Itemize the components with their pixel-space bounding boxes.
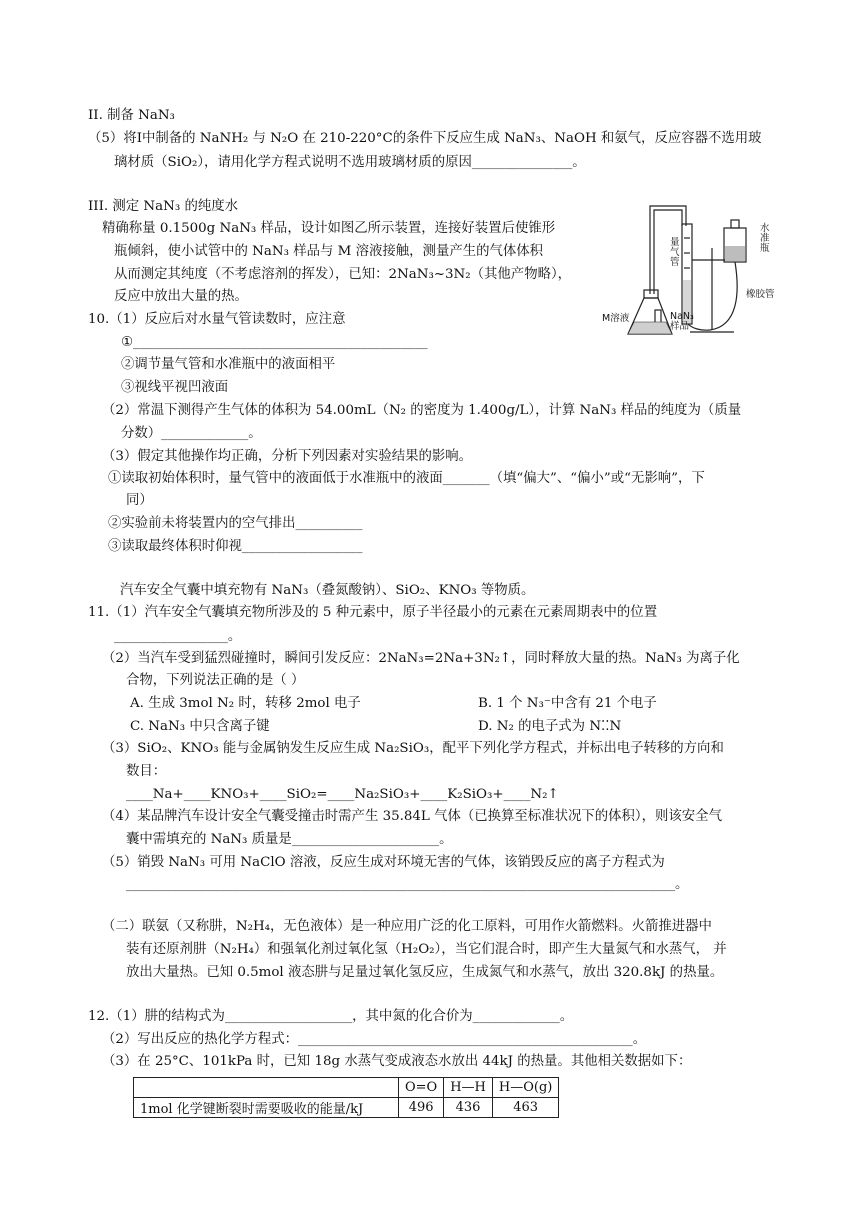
intro-line: 精确称量 0.1500g NaN₃ 样品，设计如图乙所示装置，连接好装置后使锥形 (102, 221, 556, 236)
question-line: ③视线平视凹液面 (121, 380, 229, 395)
table-row (134, 1098, 559, 1118)
table-header-cell (134, 1078, 399, 1098)
question-line: （4）某品牌汽车设计安全气囊受撞击时需产生 35.84L 气体（已换算至标准状况下的体积），则该安全气 (102, 809, 722, 824)
table-header-cell: O=O (399, 1078, 444, 1098)
question-line: ①读取初始体积时，量气管中的液面低于水准瓶中的液面_______（填“偏大”、“偏小”或“无影响”，下 (108, 471, 705, 486)
equation-line: ____Na+____KNO₃+____SiO₂=____Na₂SiO₃+____K₂SiO₃+____N₂↑ (126, 787, 559, 802)
question-line: （2）常温下测得产生气体的体积为 54.00mL（N₂ 的密度为 1.400g/L），计算 NaN₃ 样品的纯度为（质量 (102, 403, 742, 418)
question-line: 11.（1）汽车安全气囊填充物所涉及的 5 种元素中，原子半径最小的元素在元素周期表中的位置 (88, 605, 658, 620)
label-rubber-tube: 橡胶管 (746, 289, 775, 300)
option-c: C. NaN₃ 中只含离子键 (130, 719, 270, 734)
table-cell: 496 (399, 1098, 444, 1118)
table-cell: 463 (492, 1098, 558, 1118)
answer-line: _________________。 (114, 629, 242, 644)
question-line: （3）SiO₂、KNO₃ 能与金属钠发生反应生成 Na₂SiO₃，配平下列化学方程式，并标出电子转移的方向和 (102, 741, 724, 756)
context-line: 放出大量热。已知 0.5mol 液态肼与足量过氧化氢反应，生成氮气和水蒸气，放出 320.8kJ 的热量。 (126, 965, 724, 980)
question-line: 数目： (126, 764, 167, 779)
question-line: （5）销毁 NaN₃ 可用 NaClO 溶液，反应生成对环境无害的气体，该销毁反应的离子方程式为 (102, 855, 665, 870)
label-gas-tube: 量气管 (670, 237, 680, 268)
question-line: 分数）_____________。 (121, 426, 262, 441)
intro-line: 从而测定其纯度（不考虑溶剂的挥发），已知：2NaN₃~3N₂（其他产物略）， (114, 267, 572, 282)
option-a: A. 生成 3mol N₂ 时，转移 2mol 电子 (130, 696, 361, 711)
label-m-solution: M溶液 (602, 313, 630, 324)
table-cell: 436 (444, 1098, 493, 1118)
intro-line: 反应中放出大量的热。 (114, 289, 248, 304)
question-line: ②实验前未将装置内的空气排出__________ (108, 516, 363, 531)
section-heading: II. 制备 NaN₃ (88, 108, 175, 123)
bond-energy-table (133, 1077, 559, 1118)
question-line: （5）将Ⅰ中制备的 NaNH₂ 与 N₂O 在 210-220°C的条件下反应生成 NaN₃、NaOH 和氨气，反应容器不选用玻 (88, 131, 762, 146)
context-line: （二）联氨（又称肼，N₂H₄，无色液体）是一种应用广泛的化工原料，可用作火箭燃料。火箭推进器中 (102, 919, 712, 934)
table-row (134, 1078, 559, 1098)
context-line: 汽车安全气囊中填充物有 NaN₃（叠氮酸钠）、SiO₂、KNO₃ 等物质。 (120, 583, 535, 598)
label-sample: NaN₃样品 (670, 311, 694, 332)
question-line: 同） (126, 493, 153, 508)
question-line: （2）当汽车受到猛烈碰撞时，瞬间引发反应：2NaN₃=2Na+3N₂↑，同时释放大量的热。NaN₃ 为离子化 (102, 651, 740, 666)
question-line: 10.（1）反应后对水量气管读数时，应注意 (88, 312, 346, 327)
question-line: （3）假定其他操作均正确，分析下列因素对实验结果的影响。 (102, 449, 473, 464)
question-line: 合物，下列说法正确的是（ ） (126, 673, 305, 688)
option-b: B. 1 个 N₃⁻中含有 21 个电子 (478, 696, 657, 711)
context-line: 装有还原剂肼（N₂H₄）和强氧化剂过氧化氢（H₂O₂），当它们混合时，即产生大量氮气和水蒸气， 并 (126, 942, 727, 957)
option-d: D. N₂ 的电子式为 N⁚⁚N (478, 719, 622, 734)
question-line: （2）写出反应的热化学方程式：__________________________________________________。 (102, 1032, 647, 1047)
table-header-cell: H—H (444, 1078, 493, 1098)
table-row-label: 1mol 化学键断裂时需要吸收的能量/kJ (134, 1098, 399, 1118)
question-line: ③读取最终体积时仰视__________________ (108, 539, 363, 554)
label-water-bottle: 水准瓶 (760, 223, 770, 254)
question-line: 璃材质（SiO₂），请用化学方程式说明不选用玻璃材质的原因_______________。 (114, 155, 586, 170)
answer-line: ①____________________________________________ (121, 335, 428, 350)
answer-line: __________________________________________________________________________________。 (126, 877, 689, 892)
question-line: ②调节量气管和水准瓶中的液面相平 (121, 357, 336, 372)
table-header-cell: H—O(g) (492, 1078, 558, 1098)
intro-line: 瓶倾斜，使小试管中的 NaN₃ 样品与 M 溶液接触，测量产生的气体体积 (114, 244, 544, 259)
apparatus-figure (600, 198, 800, 344)
question-line: 囊中需填充的 NaN₃ 质量是______________________。 (126, 832, 453, 847)
section-heading: III. 测定 NaN₃ 的纯度水 (88, 199, 239, 214)
question-line: 12.（1）肼的结构式为___________________，其中氮的化合价为_____________。 (88, 1009, 574, 1024)
question-line: （3）在 25°C、101kPa 时，已知 18g 水蒸气变成液态水放出 44kJ 的热量。其他相关数据如下： (102, 1054, 692, 1069)
